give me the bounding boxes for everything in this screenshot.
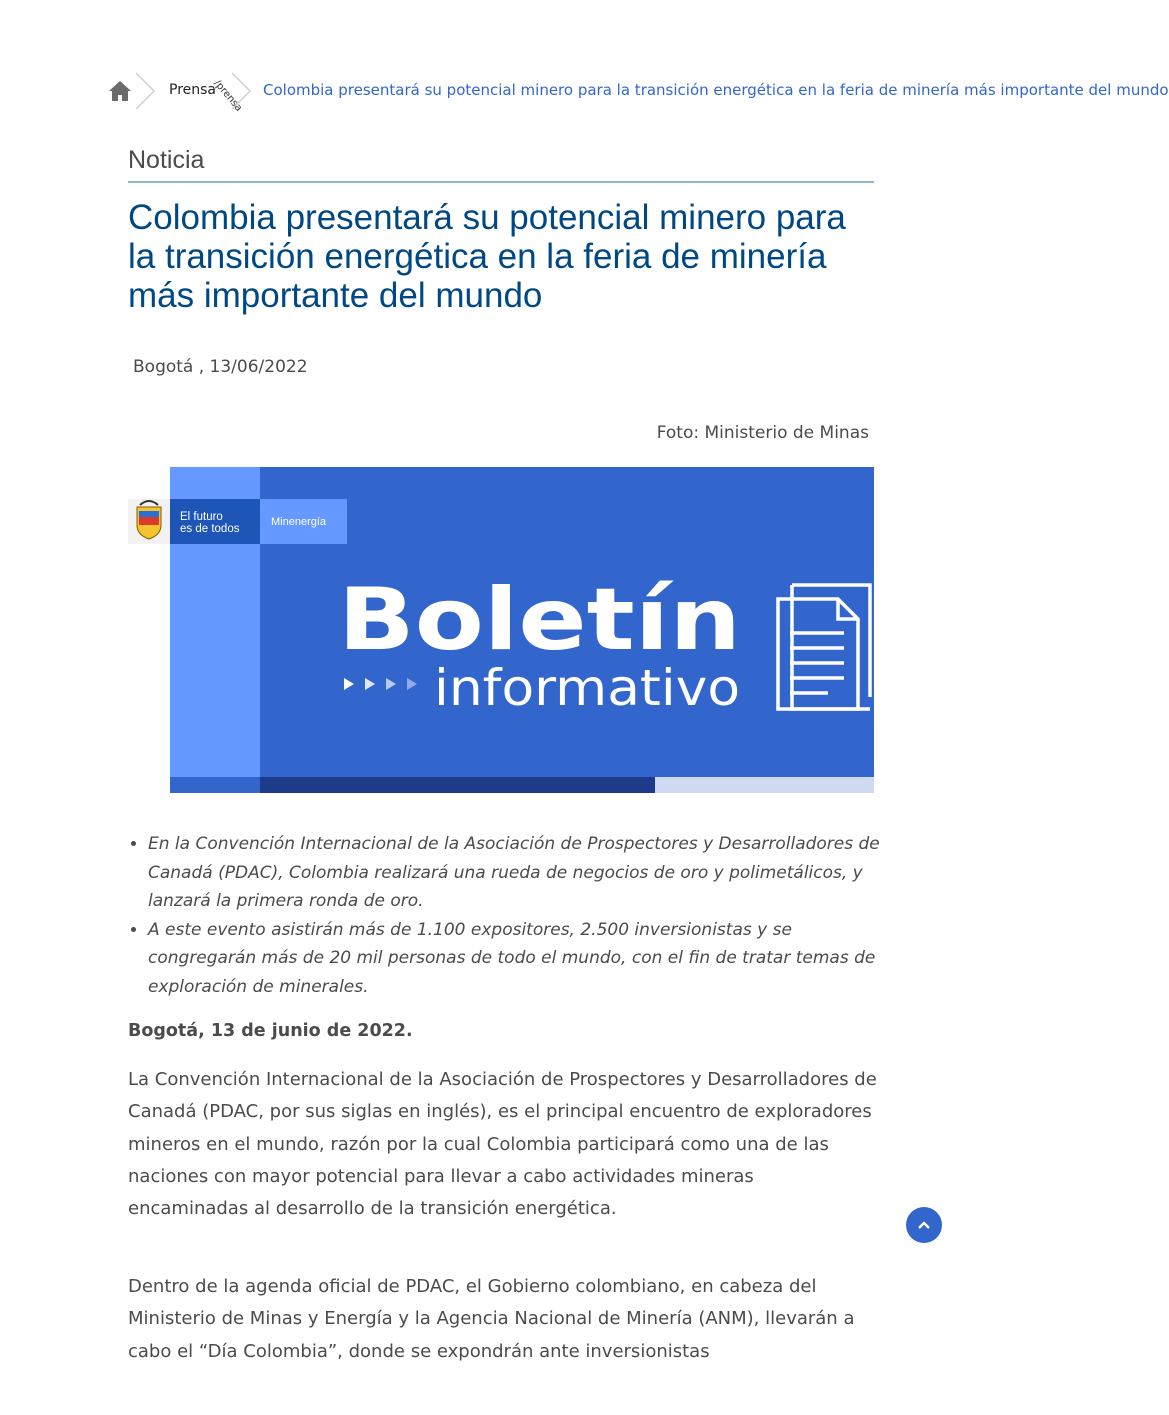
home-icon[interactable] [108,80,132,102]
banner-brand-line1: El futuro [180,511,223,523]
highlight-item: • A este evento asistirán más de 1.100 expositores, 2.500 inversionistas y se congregarán más de 20 mil personas de todo el mundo, con el fin de tratar temas de exploración de minerales. [148,916,898,1002]
banner-headline: Boletín [338,570,741,670]
article-highlights [128,830,898,1001]
section-divider [128,181,874,183]
breadcrumb [108,72,1169,114]
colombia-shield-icon [137,501,161,539]
banner-brand-line2: es de todos [180,523,240,535]
article-paragraph: Dentro de la agenda oficial de PDAC, el Gobierno colombiano, en cabeza del Ministerio de Minas y Energía y la Agencia Nacional de Minería (ANM), llevarán a cabo el “Día Colombia”, donde se expondrán ante inversionistas [128,1276,855,1362]
article-dateline: Bogotá, 13 de junio de 2022. [128,1021,413,1041]
highlight-item: • En la Convención Internacional de la Asociación de Prospectores y Desarrolladores de Canadá (PDAC), Colombia realizará una rueda de negocios de oro y polimetálicos, y lanzará la primera ronda de oro. [148,830,898,916]
breadcrumb-separator-icon [230,72,252,110]
article-banner-image [128,467,874,793]
article-place-date: Bogotá , 13/06/2022 [133,357,308,377]
breadcrumb-slug-fragment: /prensa [211,78,245,114]
article-paragraph: La Convención Internacional de la Asociación de Prospectores y Desarrolladores de Canadá (PDAC, por sus siglas en inglés), es el principal encuentro de exploradores mineros en el mundo, razón por la cual Colombia participará como una de las naciones con mayor potencial para llevar a cabo actividades mineras encaminadas al desarrollo de la transición energética. [128,1069,877,1220]
photo-credit: Foto: Ministerio de Minas [656,423,869,443]
chevron-up-icon [917,1220,931,1230]
section-label: Noticia [128,146,205,174]
breadcrumb-current-page[interactable]: Colombia presentará su potencial minero para la transición energética en la feria de minería más importante del mundo [263,81,1169,99]
article-title: Colombia presentará su potencial minero para la transición energética en la feria de minería más importante del mundo [128,198,846,315]
breadcrumb-separator-icon [134,72,156,110]
banner-ministry-label: Minenergía [271,516,327,528]
breadcrumb-prensa-link[interactable]: Prensa [169,82,217,98]
banner-graphic [128,467,874,793]
banner-subheadline: informativo [434,659,740,717]
back-to-top-button[interactable] [906,1207,942,1243]
